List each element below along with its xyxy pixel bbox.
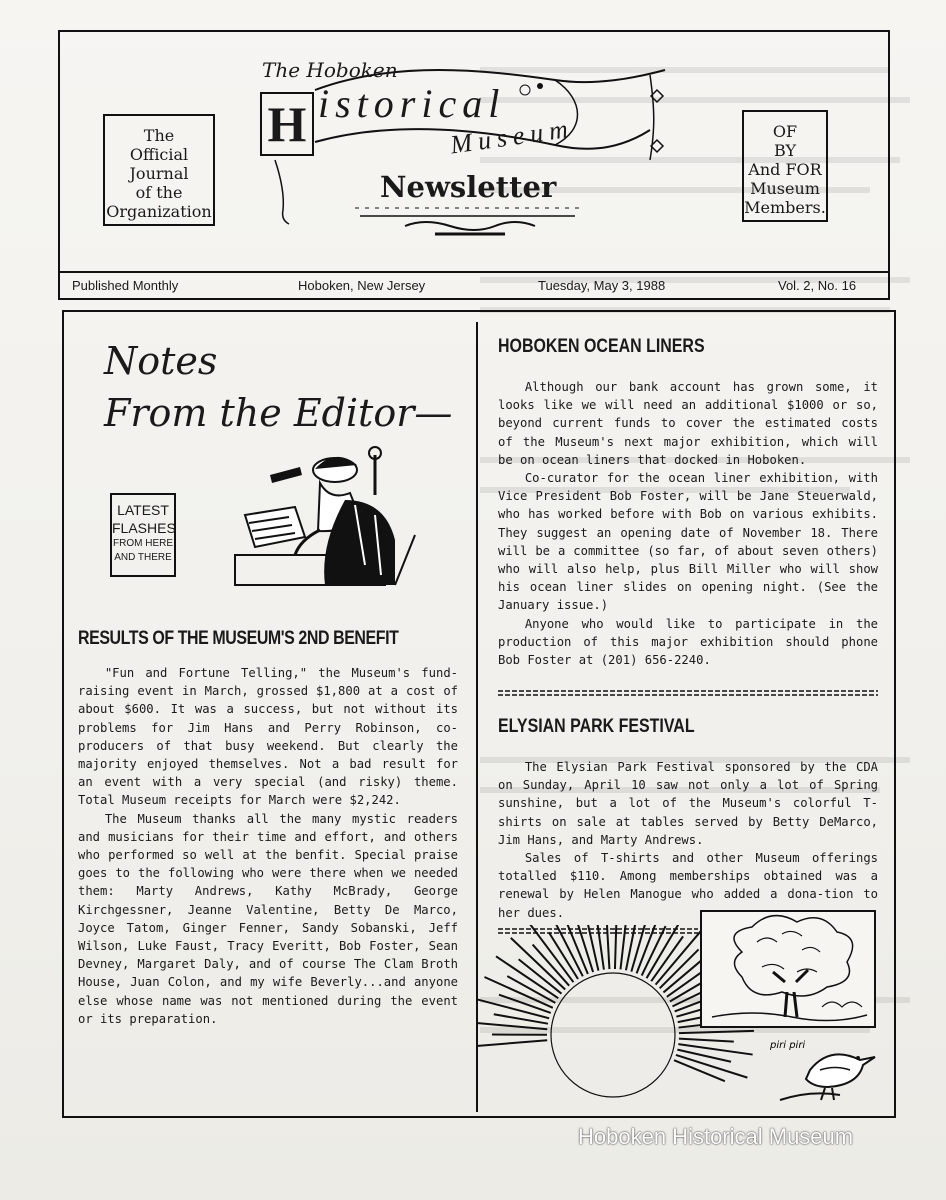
ofby-line: Members. <box>744 198 826 217</box>
latest-flashes-box <box>110 493 176 577</box>
ocean-liners-article-body <box>498 378 878 669</box>
tree-icon <box>702 912 874 1026</box>
ofby-line: Museum <box>750 179 820 198</box>
benefit-paragraph: The Museum thanks all the many mystic readers and musicians for their time and effort, and others who performed so well at the benfit. Special praise goes to the following who were there when we needed them: Marty Andrews, Kathy McBrady, George Kirchgessner, Jeanne Valentine, Betty De Marco, Joyce Tatom, Ginger Fenner, Sandy Sobanski, Jeff Wilson, Luke Faust, Tracy Everitt, Bob Foster, Sean Devney, Margaret Daly, and of course The Clam Broth House, Juan Colon, and my wife Beverly...and anyone else whose name was not mentioned during the event or its preparation. <box>78 811 458 1026</box>
of-by-for-box <box>742 110 828 222</box>
sun-ray <box>594 925 604 970</box>
sun-ray <box>478 1023 547 1030</box>
editor-typewriter-illustration <box>225 445 435 595</box>
issue-info-line <box>58 273 890 300</box>
latest-line: AND THERE <box>114 552 172 563</box>
latest-line: LATEST <box>117 502 169 518</box>
sun-ray <box>478 1040 547 1046</box>
publication-place: Hoboken, New Jersey <box>298 278 426 293</box>
masthead-museum: Museum <box>448 113 576 160</box>
ofby-line: OF <box>772 122 798 141</box>
liners-paragraph: Co-curator for the ocean liner exhibition, with Vice President Bob Foster, will be Jane Steuerwald, who has worked before with Bob on various exhibits. They suggest an opening date of November 18. There will be a committee (so far, of about seven others) who will also help, plus Bill Miller who will show his ocean liner slides on opening night. (See the January issue.) <box>498 471 878 613</box>
festival-paragraph: The Elysian Park Festival sponsored by the CDA on Sunday, April 10 saw not only a lot of Spring sunshine, but a lot of the Museum's colorful T-shirts on sale at tables served by Betty DeMarco, Jim Hans, and Marty Andrews. <box>498 760 878 847</box>
issue-date: Tuesday, May 3, 1988 <box>538 278 666 293</box>
article-separator-rule <box>498 688 878 698</box>
elysian-park-article-body <box>498 758 878 922</box>
masthead-the-hoboken: The Hoboken <box>262 58 398 82</box>
ocean-liners-headline: HOBOKEN OCEAN LINERS <box>498 336 705 357</box>
bird-illustration <box>770 1030 890 1110</box>
elysian-park-headline: ELYSIAN PARK FESTIVAL <box>498 716 695 737</box>
sun-ray <box>637 925 664 973</box>
sun-ray <box>620 925 626 969</box>
masthead-initial-h: H <box>260 92 314 156</box>
latest-line: FROM HERE <box>113 538 173 549</box>
official-journal-box <box>103 114 215 226</box>
notes-title-line: Notes <box>104 339 218 383</box>
sun-ray <box>586 925 598 971</box>
sun-ray <box>679 1031 754 1033</box>
masthead-istorical: istorical <box>318 81 506 126</box>
ofby-line: And FOR <box>748 160 822 179</box>
latest-line: FLASHES <box>112 520 176 536</box>
official-line: of the <box>135 183 183 202</box>
tree-illustration-box <box>700 910 876 1028</box>
ofby-line: BY <box>773 141 797 160</box>
masthead-newsletter: Newsletter <box>380 170 557 204</box>
sun-ray <box>679 1039 734 1042</box>
benefit-article-body <box>78 664 458 1028</box>
liners-paragraph: Anyone who would like to participate in the production of this major exhibition should phone Bob Foster at (201) 656-2240. <box>498 616 878 668</box>
bird-caption: piri piri <box>770 1040 806 1051</box>
liners-paragraph: Although our bank account has grown some, it looks like we will need an additional $1000 or so, beyond current funds to cover the estimated costs of the Museum's next major exhibition, which will be on ocean liners that docked in Hoboken. <box>498 380 878 467</box>
notes-title-line: From the Editor— <box>104 391 453 435</box>
official-line: Organization <box>106 202 212 221</box>
official-line: Official <box>129 145 189 164</box>
benefit-headline: RESULTS OF THE MUSEUM'S 2ND BENEFIT <box>78 628 399 649</box>
publication-frequency: Published Monthly <box>72 278 179 293</box>
notes-from-editor-title <box>104 335 452 439</box>
festival-paragraph: Sales of T-shirts and other Museum offerings totalled $110. Among memberships obtained was a renewal by Helen Manogue who added a dona-tion to her dues. <box>498 851 878 920</box>
separator-double-rule <box>498 689 878 697</box>
sun-ray <box>606 925 609 969</box>
issue-volume: Vol. 2, No. 16 <box>778 278 857 293</box>
sun-ray <box>677 1050 731 1062</box>
watermark-logo-text: Hoboken Historical Museum <box>578 1124 854 1149</box>
benefit-paragraph: "Fun and Fortune Telling," the Museum's fund-raising event in March, grossed $1,800 at a cost of about $600. It was a success, but not without its problems for Jim Hans and Perry Robinson, co-producers of that busy weekend. But clearly the majority enjoyed themselves. Not a bad result for an event with a very special (and risky) theme. Total Museum receipts for March were $2,242. <box>78 666 458 808</box>
official-line: Journal <box>129 164 189 183</box>
official-line: The <box>143 126 175 145</box>
sun-ray <box>615 925 617 969</box>
